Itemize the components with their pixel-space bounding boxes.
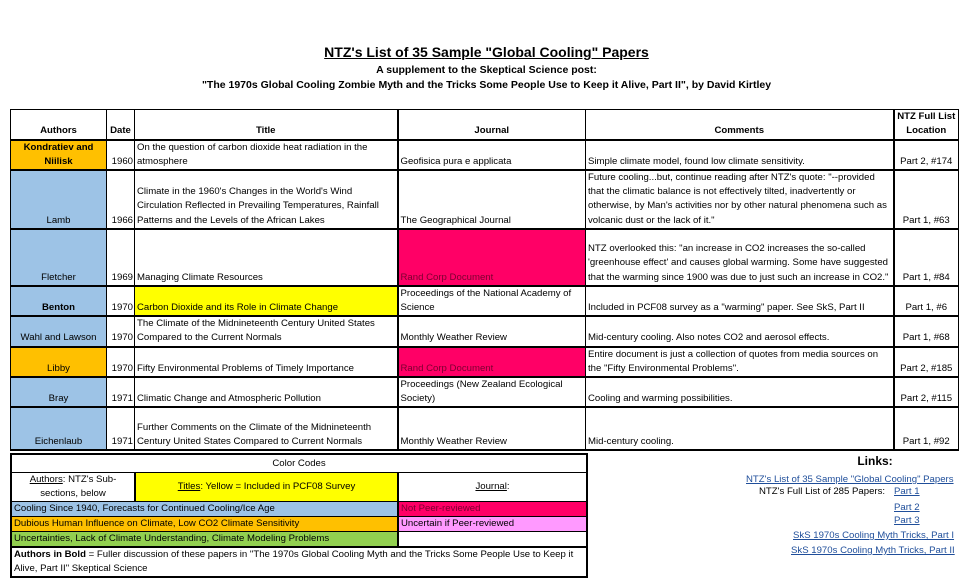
links-heading: Links: [857,454,893,468]
legend-authors-label: Authors [29,474,63,485]
cell-authors: Eichenlaub [11,407,107,450]
cell-comments: Entire document is just a collection of quotes from media sources on the "Fifty Environmental Problems". [586,347,894,377]
legend-bold-note [11,547,587,577]
cell-comments: Future cooling...but, continue reading after NTZ's quote: "--provided that the climatic balance is not effectively tilted, inadvertently or otherwise, by Man's activities nor by other natural phenomena such as volcanic dust or the lack of it." [586,170,894,229]
legend-bold-note-text: = Fuller discussion of these papers in "The 1970s Global Cooling Myth and the Tricks Some People Use to Keep it Alive, Part II" Skeptical Science [14,549,574,574]
cell-date: 1971 [107,407,135,450]
cell-journal: Monthly Weather Review [398,316,586,346]
cell-comments: Cooling and warming possibilities. [586,377,894,407]
legend-journal-code-not-peer-reviewed: Not Peer-reviewed [398,502,587,517]
cell-date: 1970 [107,347,135,377]
link-sks-part-1[interactable]: SkS 1970s Cooling Myth Tricks, Part I [793,530,955,541]
column-header-location: NTZ Full List Location [894,110,959,140]
cell-journal: Proceedings of the National Academy of Science [398,286,586,316]
legend-journal-label: Journal [475,481,507,492]
table-row [11,347,959,377]
column-header-title: Title [135,110,398,140]
table-row [11,377,959,407]
legend-author-code-dubious: Dubious Human Influence on Climate, Low CO2 Climate Sensitivity [11,517,398,532]
cell-authors: Libby [11,347,107,377]
full-list-label: NTZ's Full List of 285 Papers: [759,486,886,497]
cell-authors: Kondratiev and Niilisk [11,140,107,170]
cell-journal: Monthly Weather Review [398,407,586,450]
legend-titles-label: Titles [177,481,201,492]
cell-title: The Climate of the Midnineteenth Century United States Compared to the Current Normals [135,316,398,346]
table-row [11,316,959,346]
link-sks-part-2[interactable]: SkS 1970s Cooling Myth Tricks, Part II [791,545,955,556]
column-header-date: Date [107,110,135,140]
legend-authors-key [11,473,135,502]
link-full-list-part-3[interactable]: Part 3 [894,515,920,526]
cell-authors: Bray [11,377,107,407]
table-row [11,170,959,229]
cell-location: Part 1, #84 [894,229,959,286]
cell-authors: Lamb [11,170,107,229]
cell-journal: Geofisica pura e applicata [398,140,586,170]
cell-title: Managing Climate Resources [135,229,398,286]
cell-comments: Simple climate model, found low climate sensitivity. [586,140,894,170]
cell-comments: Included in PCF08 survey as a "warming" paper. See SkS, Part II [586,286,894,316]
cell-authors: Benton [11,286,107,316]
cell-title: Further Comments on the Climate of the Midnineteenth Century United States Compared to Current Normals [135,407,398,450]
cell-title: Climate in the 1960's Changes in the World's Wind Circulation Reflected in Prevailing Temperatures, Rainfall Patterns and the Levels of the African Lakes [135,170,398,229]
legend-bold-note-label: Authors in Bold [14,549,86,560]
page-title-text: NTZ's List of 35 Sample "Global Cooling" Papers [324,44,649,60]
page-title [0,44,973,60]
cell-authors: Fletcher [11,229,107,286]
cell-comments: Mid-century cooling. Also notes CO2 and aerosol effects. [586,316,894,346]
legend-authors-text: : NTZ's Sub-sections, below [40,474,117,499]
cell-location: Part 2, #115 [894,377,959,407]
column-header-authors: Authors [11,110,107,140]
cell-journal: The Geographical Journal [398,170,586,229]
legend-author-code-cooling: Cooling Since 1940, Forecasts for Continued Cooling/Ice Age [11,502,398,517]
cell-journal: Rand Corp Document [398,347,586,377]
legend-journal-code-uncertain: Uncertain if Peer-reviewed [398,517,587,532]
cell-authors: Wahl and Lawson [11,316,107,346]
link-full-list-part-2[interactable]: Part 2 [894,502,920,513]
cell-title: Carbon Dioxide and its Role in Climate Change [135,286,398,316]
papers-table [10,109,959,451]
cell-title: Fifty Environmental Problems of Timely Importance [135,347,398,377]
table-row [11,140,959,170]
legend-heading: Color Codes [11,454,587,473]
cell-location: Part 2, #174 [894,140,959,170]
cell-date: 1970 [107,316,135,346]
legend-author-code-uncertainties: Uncertainties, Lack of Climate Understanding, Climate Modeling Problems [11,532,398,548]
cell-date: 1960 [107,140,135,170]
table-row [11,286,959,316]
cell-title: Climatic Change and Atmospheric Pollution [135,377,398,407]
color-codes-legend [10,453,588,578]
table-row [11,229,959,286]
legend-titles-text: : Yellow = Included in PCF08 Survey [200,481,356,492]
cell-comments: Mid-century cooling. [586,407,894,450]
link-full-list-part-1[interactable]: Part 1 [894,486,920,497]
legend-titles-key [135,473,398,502]
page-subtitle-post: "The 1970s Global Cooling Zombie Myth and the Tricks Some People Use to Keep it Alive, Part II", by David Kirtley [201,79,772,91]
page-subtitle: A supplement to the Skeptical Science post: [376,64,597,76]
legend-journal-text: : [506,481,510,492]
legend-journal-key [398,473,587,502]
table-header-row [11,110,959,140]
cell-date: 1971 [107,377,135,407]
link-sample-list[interactable]: NTZ's List of 35 Sample "Global Cooling" Papers [746,474,954,485]
cell-date: 1969 [107,229,135,286]
table-row [11,407,959,450]
cell-location: Part 1, #63 [894,170,959,229]
cell-journal: Rand Corp Document [398,229,586,286]
cell-journal: Proceedings (New Zealand Ecological Society) [398,377,586,407]
cell-location: Part 1, #6 [894,286,959,316]
cell-title: On the question of carbon dioxide heat radiation in the atmosphere [135,140,398,170]
cell-date: 1970 [107,286,135,316]
cell-location: Part 2, #185 [894,347,959,377]
column-header-journal: Journal [398,110,586,140]
column-header-comments: Comments [586,110,894,140]
cell-location: Part 1, #68 [894,316,959,346]
cell-comments: NTZ overlooked this: "an increase in CO2 increases the so-called 'greenhouse effect' and causes global warming. Some have suggested that the warming since 1900 was due to just such an increase in CO2." [586,229,894,286]
cell-date: 1966 [107,170,135,229]
cell-location: Part 1, #92 [894,407,959,450]
legend-journal-code-empty [398,532,587,548]
